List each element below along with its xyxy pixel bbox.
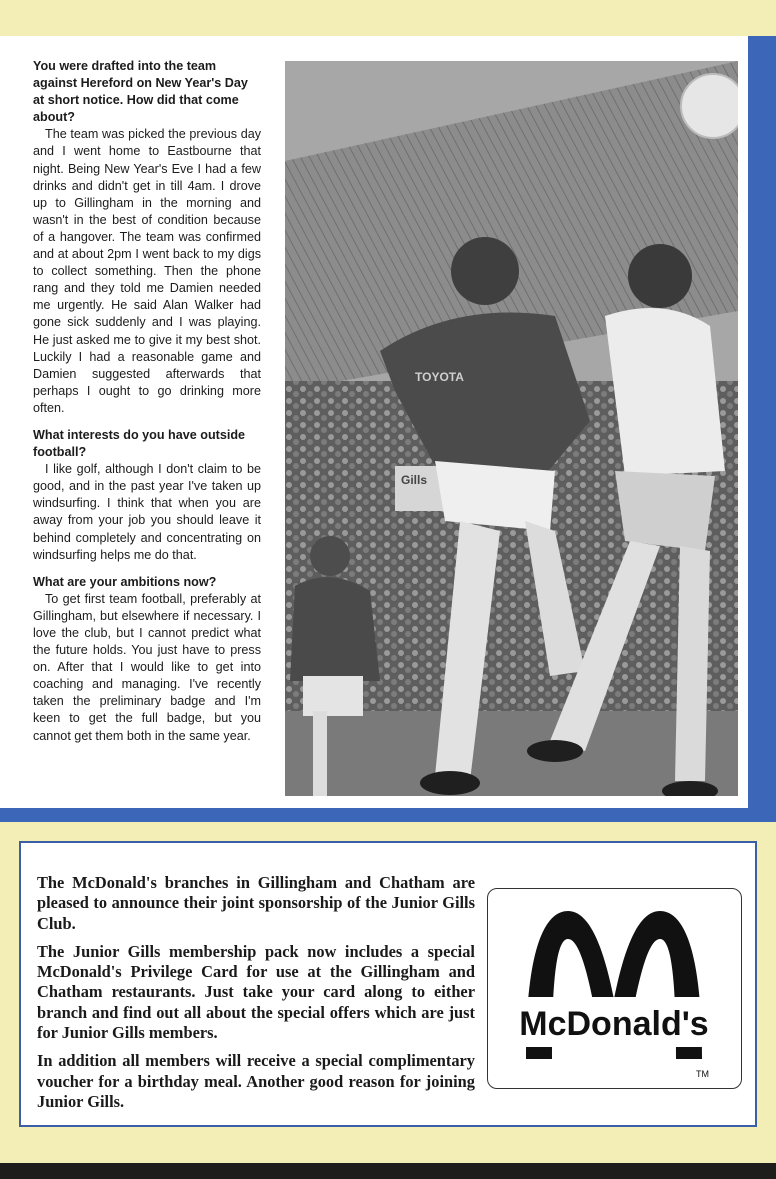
interview-answer: I like golf, although I don't claim to be good, and in the past year I've taken up windsurfing. I think that when you are away from your job you should leave it behind completely and concentrating on windsurfing helps me do that.: [33, 462, 261, 562]
match-photo: [285, 61, 738, 796]
trademark: TM: [696, 1069, 709, 1079]
logo-wordmark: McDonald's: [519, 1005, 709, 1043]
pitch: [285, 711, 738, 796]
stand-sign-text: Gills: [401, 473, 428, 487]
football: [681, 74, 738, 138]
interview-answer: To get first team football, preferably at Gillingham, but elsewhere if necessary. I love the club, but I cannot predict what the future holds. You just have to press on. After that I would like to get into coaching and managing. I've recently taken the preliminary badge and I'm keen to get the full badge, but you cannot get them both in the same year.: [33, 591, 261, 743]
article-frame: [0, 36, 776, 822]
interview-answer: The team was picked the previous day and I went home to Eastbourne that night. Being New Year's Eve I had a few drinks and didn't get in till 4am. I drove up to Gillingham in the morning and wasn't in the best of condition because of a hangover. The team was confirmed and at about 2pm I went back to my digs to collect something. Then the phone rang and they told me Damien needed me urgently. He said Alan Walker had gone sick suddenly and I was playing. He just asked me to give it my best shot. Luckily I had a reasonable game and Damien suggested afterwards that perhaps I ought to go drinking more often.: [33, 127, 261, 415]
article-panel: [0, 36, 748, 808]
announcement-paragraph: In addition all members will receive a special complimentary voucher for a birthday meal. Another good reason for joining Junior Gills.: [37, 1051, 475, 1111]
interview-question: You were drafted into the team against Hereford on New Year's Day at short notice. How did that come about?: [33, 59, 248, 125]
interview-question: What interests do you have outside football?: [33, 427, 246, 460]
announcement-paragraph: The Junior Gills membership pack now includes a special McDonald's Privilege Card for use at the Gillingham and Chatham restaurants. Just take your card along to either branch and find out all about the special offers which are just for Junior Gills members.: [37, 941, 475, 1043]
mcdonalds-logo: [487, 888, 742, 1089]
page-bottom-edge: [0, 1163, 776, 1179]
announcement-paragraph: The McDonald's branches in Gillingham and Chatham are pleased to announce their joint sponsorship of the Junior Gills Club.: [37, 873, 475, 933]
announcement-text: [37, 873, 475, 1120]
shirt-sponsor: TOYOTA: [415, 370, 464, 384]
interview-column: [33, 58, 261, 745]
mcdonalds-announcement: [19, 841, 757, 1127]
interview-question: What are your ambitions now?: [33, 574, 217, 589]
